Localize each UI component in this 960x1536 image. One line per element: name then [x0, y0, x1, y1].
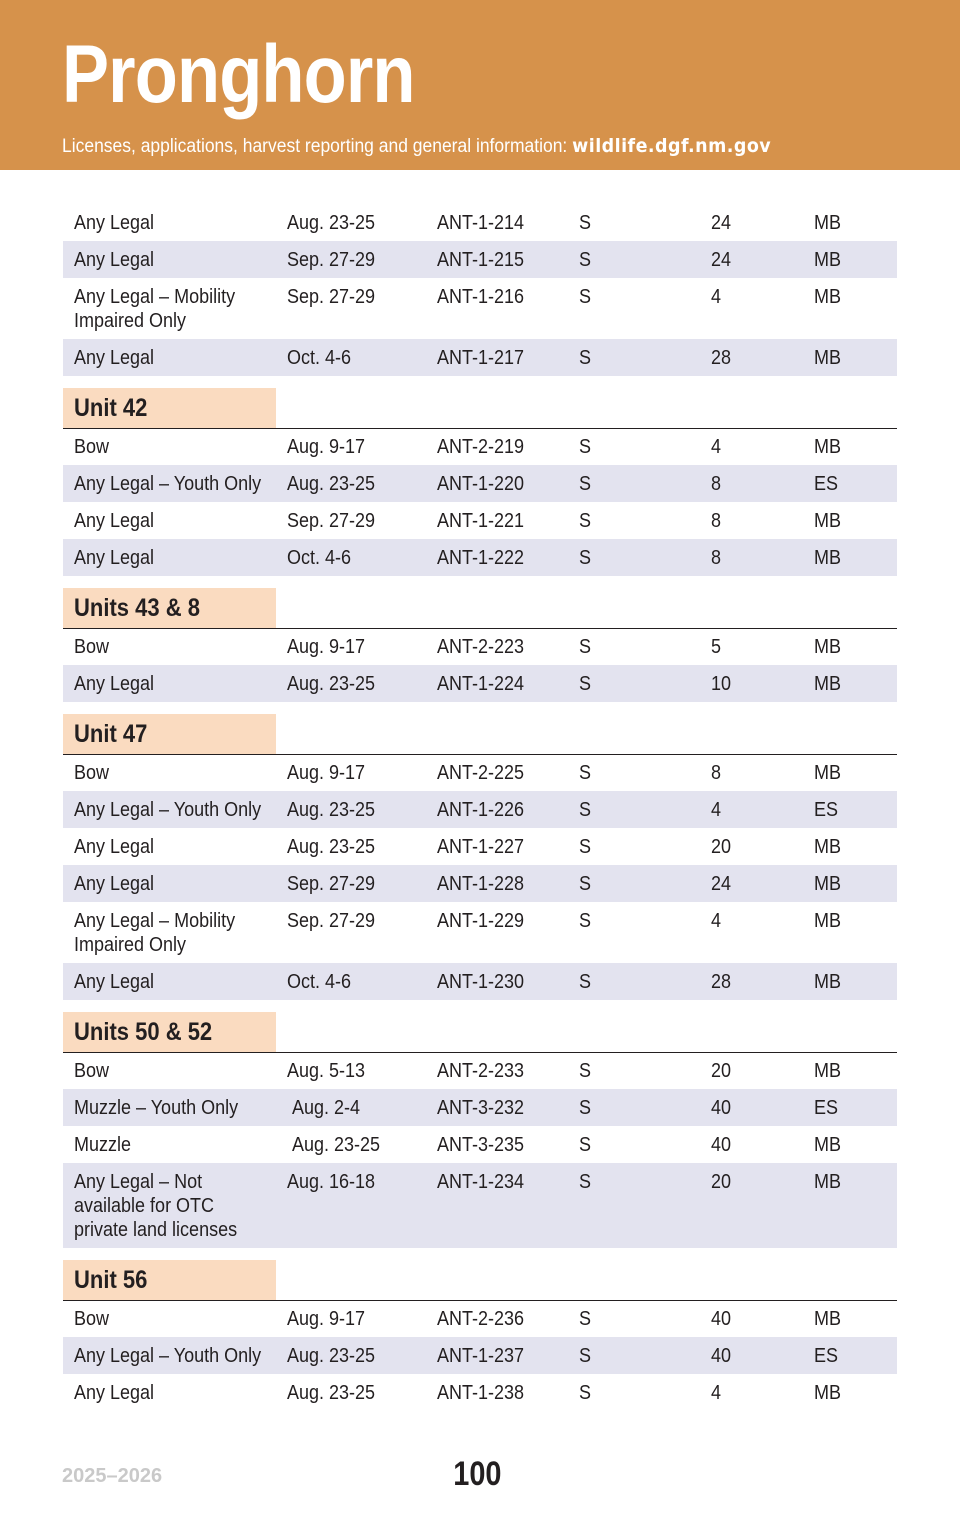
hunt-code-cell: ANT-1-217 [437, 347, 525, 369]
draw-type-cell: S [579, 436, 592, 458]
hunt-code-cell: ANT-1-216 [437, 286, 525, 308]
bag-limit-cell: ES [814, 1345, 839, 1367]
table-row [63, 1126, 897, 1163]
bag-limit-cell: MB [814, 436, 841, 458]
draw-type-cell: S [579, 1060, 592, 1082]
hunt-code-cell: ANT-1-228 [437, 873, 525, 895]
hunt-type-cell: Muzzle – Youth Only [74, 1097, 239, 1119]
hunt-code-cell: ANT-3-232 [437, 1097, 525, 1119]
unit-section-header [63, 702, 897, 754]
hunt-type-cell: Any Legal – Not available for OTC private land licenses [74, 1171, 238, 1241]
table-row [63, 1163, 897, 1248]
hunt-code-cell: ANT-1-221 [437, 510, 525, 532]
hunt-dates-cell: Aug. 2-4 [292, 1097, 361, 1119]
unit-section-header [63, 376, 897, 428]
hunt-dates-cell: Oct. 4-6 [287, 971, 352, 993]
bag-limit-cell: ES [814, 799, 839, 821]
license-count-cell: 40 [711, 1134, 732, 1156]
bag-limit-cell: MB [814, 286, 841, 308]
bag-limit-cell: ES [814, 473, 839, 495]
bag-limit-cell: MB [814, 910, 841, 932]
hunt-code-cell: ANT-1-224 [437, 673, 525, 695]
hunt-code-cell: ANT-1-226 [437, 799, 525, 821]
bag-limit-cell: MB [814, 836, 841, 858]
hunt-type-cell: Any Legal – Mobility Impaired Only [74, 286, 236, 332]
hunt-dates-cell: Aug. 23-25 [287, 673, 376, 695]
license-count-cell: 8 [711, 473, 722, 495]
table-row [63, 428, 897, 465]
table-row [63, 204, 897, 241]
hunt-type-cell: Any Legal [74, 347, 155, 369]
bag-limit-cell: MB [814, 547, 841, 569]
draw-type-cell: S [579, 473, 592, 495]
hunt-table [63, 204, 897, 1411]
hunt-code-cell: ANT-1-214 [437, 212, 525, 234]
subtitle-text: Licenses, applications, harvest reporting and general information: [62, 136, 568, 157]
hunt-type-cell: Any Legal – Youth Only [74, 1345, 262, 1367]
license-count-cell: 24 [711, 873, 732, 895]
hunt-code-cell: ANT-1-234 [437, 1171, 525, 1193]
license-count-cell: 8 [711, 510, 722, 532]
unit-section-header [63, 576, 897, 628]
table-row [63, 754, 897, 791]
bag-limit-cell: MB [814, 510, 841, 532]
unit-label-box [63, 1260, 276, 1300]
draw-type-cell: S [579, 547, 592, 569]
hunt-dates-cell: Aug. 16-18 [287, 1171, 376, 1193]
unit-label-box [63, 714, 276, 754]
hunt-dates-cell: Aug. 23-25 [287, 212, 376, 234]
hunt-dates-cell: Aug. 23-25 [287, 1382, 376, 1404]
unit-title: Units 43 & 8 [74, 594, 200, 622]
hunt-dates-cell: Aug. 23-25 [292, 1134, 381, 1156]
draw-type-cell: S [579, 1134, 592, 1156]
license-count-cell: 40 [711, 1097, 732, 1119]
table-row [63, 628, 897, 665]
table-row [63, 791, 897, 828]
hunt-type-cell: Any Legal – Youth Only [74, 799, 262, 821]
draw-type-cell: S [579, 799, 592, 821]
hunt-type-cell: Bow [74, 762, 110, 784]
bag-limit-cell: MB [814, 249, 841, 271]
hunt-type-cell: Any Legal [74, 971, 155, 993]
draw-type-cell: S [579, 347, 592, 369]
page-number-wrap [0, 1455, 960, 1494]
draw-type-cell: S [579, 1097, 592, 1119]
unit-label-box [63, 388, 276, 428]
hunt-type-cell: Bow [74, 1308, 110, 1330]
hunt-code-cell: ANT-1-237 [437, 1345, 525, 1367]
license-count-cell: 8 [711, 762, 722, 784]
table-row [63, 1052, 897, 1089]
draw-type-cell: S [579, 286, 592, 308]
draw-type-cell: S [579, 971, 592, 993]
unit-label-box [63, 588, 276, 628]
bag-limit-cell: MB [814, 762, 841, 784]
table-row [63, 502, 897, 539]
hunt-type-cell: Any Legal [74, 873, 155, 895]
license-count-cell: 20 [711, 1060, 732, 1082]
hunt-code-cell: ANT-2-225 [437, 762, 525, 784]
page-title: Pronghorn [62, 29, 415, 120]
unit-title: Units 50 & 52 [74, 1018, 213, 1046]
bag-limit-cell: MB [814, 673, 841, 695]
hunt-dates-cell: Aug. 9-17 [287, 1308, 366, 1330]
unit-section-header [63, 1248, 897, 1300]
hunt-type-cell: Bow [74, 636, 110, 658]
draw-type-cell: S [579, 249, 592, 271]
table-row [63, 665, 897, 702]
bag-limit-cell: MB [814, 1308, 841, 1330]
bag-limit-cell: MB [814, 636, 841, 658]
hunt-type-cell: Any Legal [74, 1382, 155, 1404]
hunt-code-cell: ANT-1-238 [437, 1382, 525, 1404]
page-header [0, 0, 960, 170]
hunt-type-cell: Any Legal – Youth Only [74, 473, 262, 495]
unit-title: Unit 56 [74, 1266, 148, 1294]
license-count-cell: 8 [711, 547, 722, 569]
table-row [63, 339, 897, 376]
draw-type-cell: S [579, 1171, 592, 1193]
footer-year: 2025–2026 [62, 1465, 163, 1487]
bag-limit-cell: MB [814, 1060, 841, 1082]
hunt-dates-cell: Sep. 27-29 [287, 910, 376, 932]
draw-type-cell: S [579, 1308, 592, 1330]
license-count-cell: 5 [711, 636, 722, 658]
table-row [63, 865, 897, 902]
hunt-type-cell: Any Legal – Mobility Impaired Only [74, 910, 236, 956]
hunt-dates-cell: Sep. 27-29 [287, 286, 376, 308]
license-count-cell: 24 [711, 212, 732, 234]
bag-limit-cell: MB [814, 347, 841, 369]
hunt-type-cell: Bow [74, 1060, 110, 1082]
table-row [63, 1300, 897, 1337]
table-row [63, 465, 897, 502]
license-count-cell: 20 [711, 1171, 732, 1193]
license-count-cell: 28 [711, 347, 732, 369]
hunt-type-cell: Any Legal [74, 212, 155, 234]
license-count-cell: 20 [711, 836, 732, 858]
hunt-dates-cell: Aug. 23-25 [287, 799, 376, 821]
hunt-type-cell: Any Legal [74, 836, 155, 858]
hunt-type-cell: Any Legal [74, 510, 155, 532]
bag-limit-cell: MB [814, 971, 841, 993]
hunt-code-cell: ANT-1-229 [437, 910, 525, 932]
table-row [63, 241, 897, 278]
hunt-code-cell: ANT-2-219 [437, 436, 525, 458]
website-link[interactable]: wildlife.dgf.nm.gov [572, 135, 772, 157]
hunt-dates-cell: Aug. 9-17 [287, 436, 366, 458]
hunt-dates-cell: Aug. 9-17 [287, 762, 366, 784]
license-count-cell: 24 [711, 249, 732, 271]
table-row [63, 1374, 897, 1411]
bag-limit-cell: MB [814, 1382, 841, 1404]
unit-title: Unit 42 [74, 394, 148, 422]
hunt-code-cell: ANT-1-220 [437, 473, 525, 495]
bag-limit-cell: MB [814, 1171, 841, 1193]
license-count-cell: 4 [711, 286, 722, 308]
hunt-code-cell: ANT-3-235 [437, 1134, 525, 1156]
page-number: 100 [452, 1455, 502, 1493]
draw-type-cell: S [579, 762, 592, 784]
bag-limit-cell: MB [814, 873, 841, 895]
license-count-cell: 10 [711, 673, 732, 695]
hunt-dates-cell: Aug. 5-13 [287, 1060, 366, 1082]
draw-type-cell: S [579, 910, 592, 932]
bag-limit-cell: MB [814, 1134, 841, 1156]
draw-type-cell: S [579, 510, 592, 532]
draw-type-cell: S [579, 1382, 592, 1404]
hunt-dates-cell: Aug. 23-25 [287, 836, 376, 858]
unit-title: Unit 47 [74, 720, 148, 748]
hunt-dates-cell: Sep. 27-29 [287, 249, 376, 271]
draw-type-cell: S [579, 836, 592, 858]
license-count-cell: 40 [711, 1308, 732, 1330]
hunt-type-cell: Any Legal [74, 547, 155, 569]
header-subtitle [62, 135, 771, 158]
hunt-dates-cell: Oct. 4-6 [287, 347, 352, 369]
bag-limit-cell: ES [814, 1097, 839, 1119]
table-row [63, 539, 897, 576]
hunt-type-cell: Any Legal [74, 673, 155, 695]
bag-limit-cell: MB [814, 212, 841, 234]
hunt-type-cell: Any Legal [74, 249, 155, 271]
draw-type-cell: S [579, 1345, 592, 1367]
table-row [63, 1089, 897, 1126]
hunt-code-cell: ANT-2-233 [437, 1060, 525, 1082]
hunt-code-cell: ANT-2-236 [437, 1308, 525, 1330]
table-row [63, 1337, 897, 1374]
table-row [63, 278, 897, 339]
draw-type-cell: S [579, 212, 592, 234]
table-row [63, 902, 897, 963]
draw-type-cell: S [579, 636, 592, 658]
hunt-dates-cell: Aug. 23-25 [287, 1345, 376, 1367]
hunt-dates-cell: Sep. 27-29 [287, 510, 376, 532]
hunt-dates-cell: Aug. 9-17 [287, 636, 366, 658]
unit-label-box [63, 1012, 276, 1052]
license-count-cell: 4 [711, 799, 722, 821]
hunt-type-cell: Bow [74, 436, 110, 458]
hunt-dates-cell: Sep. 27-29 [287, 873, 376, 895]
draw-type-cell: S [579, 673, 592, 695]
table-row [63, 963, 897, 1000]
hunt-code-cell: ANT-1-227 [437, 836, 525, 858]
hunt-code-cell: ANT-1-222 [437, 547, 525, 569]
draw-type-cell: S [579, 873, 592, 895]
hunt-dates-cell: Aug. 23-25 [287, 473, 376, 495]
license-count-cell: 4 [711, 910, 722, 932]
license-count-cell: 4 [711, 436, 722, 458]
hunt-code-cell: ANT-1-215 [437, 249, 525, 271]
license-count-cell: 28 [711, 971, 732, 993]
license-count-cell: 40 [711, 1345, 732, 1367]
hunt-dates-cell: Oct. 4-6 [287, 547, 352, 569]
table-row [63, 828, 897, 865]
hunt-code-cell: ANT-1-230 [437, 971, 525, 993]
hunt-type-cell: Muzzle [74, 1134, 132, 1156]
hunt-code-cell: ANT-2-223 [437, 636, 525, 658]
license-count-cell: 4 [711, 1382, 722, 1404]
unit-section-header [63, 1000, 897, 1052]
